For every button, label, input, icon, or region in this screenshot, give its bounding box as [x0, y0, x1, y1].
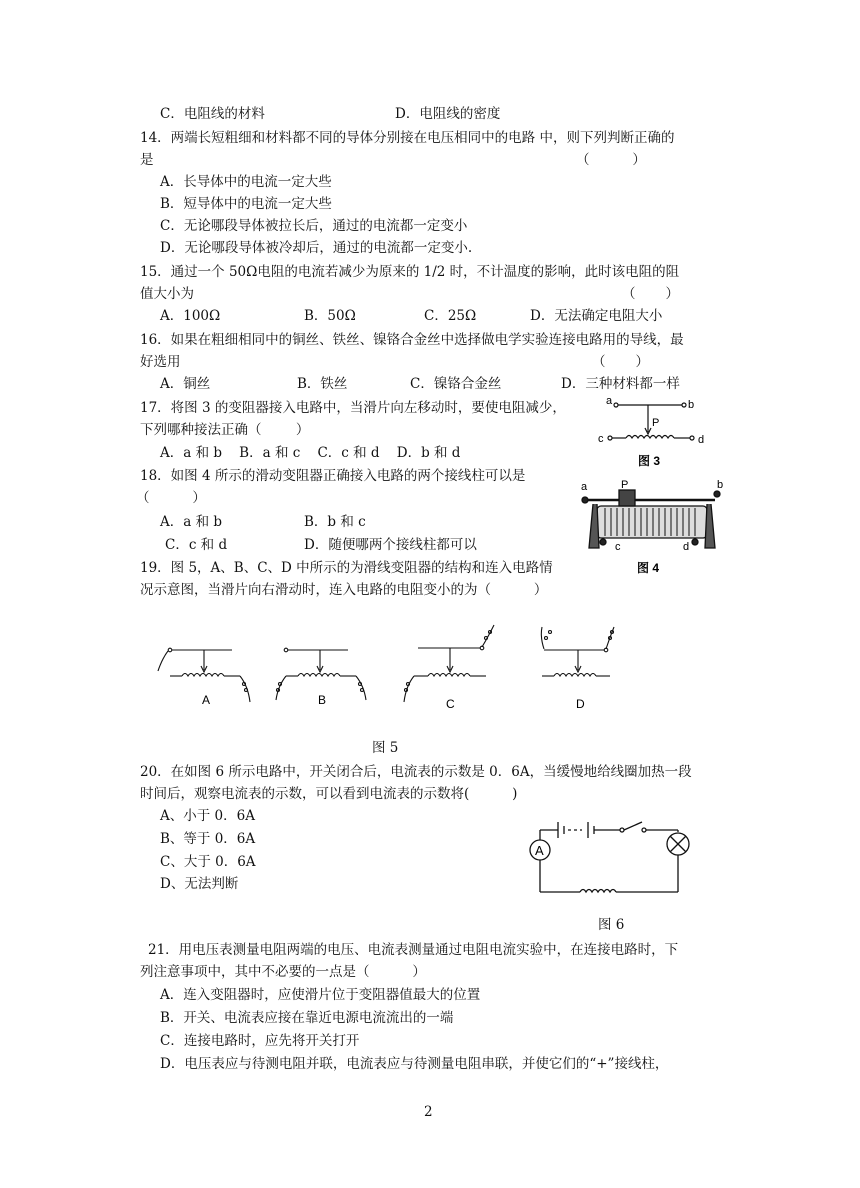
diagram-c-label: C: [446, 697, 455, 711]
question-20-text: 20．在如图 6 所示电路中，开关闭合后，电流表的示数是 0．6A，当缓慢地给线圈加热一段: [140, 764, 692, 780]
answer-blank: （ ）: [136, 490, 206, 506]
question-20-text: 时间后，观察电流表的示数，可以看到电流表的示数将( ): [140, 786, 518, 802]
option-text: D、无法判断: [160, 876, 239, 892]
option-text: C．连接电路时，应先将开关打开: [160, 1033, 360, 1049]
option-text: D．电压表应与待测电阻并联，电流表应与待测量电阻串联，并使它们的“+”接线柱，: [160, 1056, 669, 1072]
question-15-text: 15．通过一个 50Ω电阻的电流若减少为原来的 1/2 时，不计温度的影响，此时该电阻的阻: [140, 264, 680, 280]
diagram-d-label: D: [576, 697, 585, 711]
option-text: D．无论哪段导体被冷却后，通过的电流都一定变小.: [160, 240, 473, 256]
diagram-a-label: A: [202, 693, 211, 707]
question-18-text: 18．如图 4 所示的滑动变阻器正确接入电路的两个接线柱可以是: [140, 468, 526, 484]
answer-blank: （ ）: [576, 152, 646, 168]
terminal-a-label: a: [581, 481, 588, 493]
option-text: A．a 和 b B．a 和 c C．c 和 d D．b 和 d: [160, 445, 461, 461]
question-17-text: 下列哪种接法正确（ ）: [140, 422, 310, 438]
question-14-text: 14．两端长短粗细和材料都不同的导体分别接在电压相同中的电路 中，则下列判断正确的: [140, 130, 675, 146]
option-text: D．无法确定电阻大小: [530, 308, 663, 324]
terminal-b-label: b: [688, 399, 695, 411]
question-21-text: 列注意事项中，其中不必要的一点是（ ）: [140, 964, 426, 980]
option-text: A．连入变阻器时，应使滑片位于变阻器值最大的位置: [160, 987, 481, 1003]
option-text: A．铜丝: [160, 376, 211, 392]
option-text: A．100Ω: [160, 308, 221, 324]
terminal-c-label: c: [598, 433, 604, 445]
option-text: B．50Ω: [304, 308, 356, 324]
diagram-b-label: B: [318, 693, 327, 707]
question-19-text: 19．图 5，A、B、C、D 中所示的为滑线变阻器的结构和连入电路情: [140, 560, 553, 576]
figure-5-caption: 图 5: [372, 740, 399, 756]
answer-blank: （ ）: [592, 354, 650, 370]
figure-6-circuit: [520, 820, 700, 900]
terminal-a-label: a: [606, 395, 613, 407]
slider-p-label: P: [621, 479, 629, 491]
terminal-b-label: b: [717, 479, 724, 491]
option-text: B．开关、电流表应接在靠近电源电流流出的一端: [160, 1010, 454, 1026]
option-text: C．c 和 d: [165, 537, 228, 553]
ammeter-label: A: [535, 843, 544, 858]
answer-blank: （ ）: [622, 286, 680, 302]
option-text: B．铁丝: [297, 376, 348, 392]
option-text: D．三种材料都一样: [561, 376, 680, 392]
page-number: 2: [424, 1104, 433, 1120]
figure-4-caption: 图 4: [637, 561, 660, 575]
question-16-text: 好选用: [140, 354, 181, 370]
option-text: D．电阻线的密度: [395, 106, 501, 122]
figure-3-rheostat: [590, 390, 720, 472]
option-text: D．随便哪两个接线柱都可以: [304, 537, 477, 553]
option-text: A．a 和 b: [160, 514, 223, 530]
terminal-d-label: d: [683, 541, 690, 553]
terminal-d-label: d: [698, 434, 705, 446]
option-text: A．长导体中的电流一定大些: [160, 174, 332, 190]
figure-3-caption: 图 3: [638, 454, 661, 468]
option-text: C．电阻线的材料: [160, 106, 265, 122]
option-text: C．25Ω: [424, 308, 477, 324]
figure-5-diagrams: [148, 618, 618, 718]
question-21-text: 21．用电压表测量电阻两端的电压、电流表测量通过电阻电流实验中，在连接电路时，下: [148, 942, 679, 958]
option-text: C、大于 0．6A: [160, 854, 256, 870]
option-text: A、小于 0．6A: [160, 808, 255, 824]
terminal-c-label: c: [615, 541, 621, 553]
option-text: C．镍铬合金丝: [410, 376, 502, 392]
figure-4-sliding-rheostat: [575, 478, 730, 578]
question-16-text: 16．如果在粗细相同中的铜丝、铁丝、镍铬合金丝中选择做电学实验连接电路用的导线，最: [140, 332, 684, 348]
option-text: B．短导体中的电流一定大些: [160, 196, 332, 212]
figure-6-caption: 图 6: [598, 917, 625, 933]
option-text: B、等于 0．6A: [160, 831, 256, 847]
option-text: C．无论哪段导体被拉长后，通过的电流都一定变小: [160, 218, 468, 234]
question-15-text: 值大小为: [140, 286, 194, 302]
slider-p-label: P: [652, 417, 660, 429]
option-text: B．b 和 c: [304, 514, 366, 530]
question-14-text: 是: [140, 152, 154, 168]
question-19-text: 况示意图，当滑片向右滑动时，连入电路的电阻变小的为（ ）: [140, 582, 548, 598]
question-17-text: 17．将图 3 的变阻器接入电路中，当滑片向左移动时，要使电阻减少，: [140, 400, 566, 416]
